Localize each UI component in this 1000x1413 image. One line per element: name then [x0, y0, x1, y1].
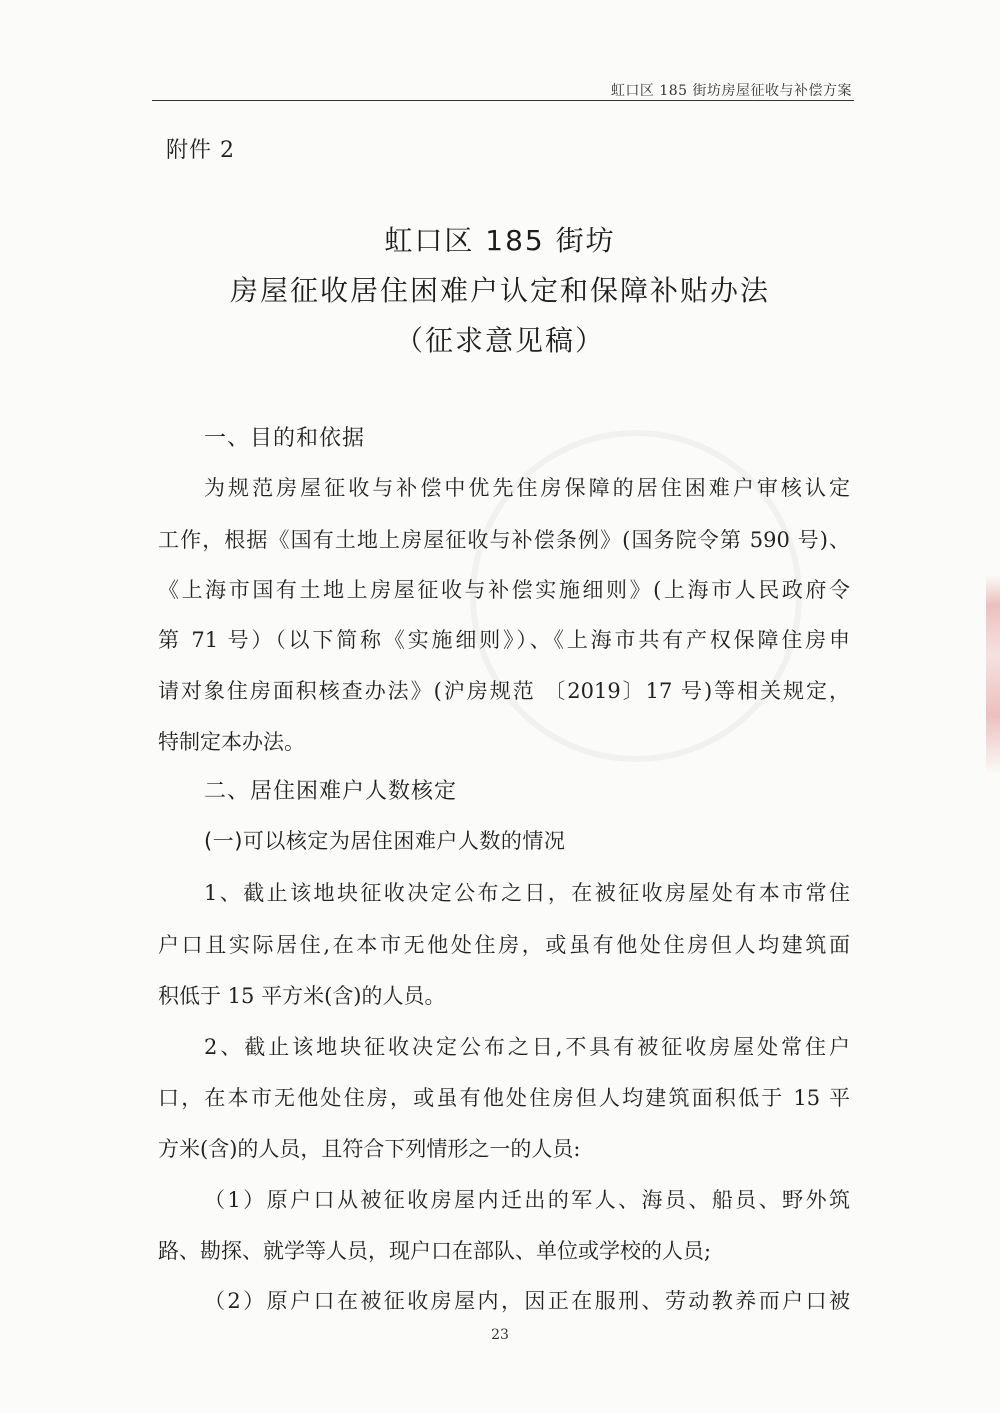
paragraph-line: 《上海市国有土地上房屋征收与补偿实施细则》(上海市人民政府令 — [158, 578, 850, 602]
title-line-2: 房屋征收居住困难户认定和保障补贴办法 — [229, 274, 770, 307]
title-line-1: 虹口区 185 街坊 — [384, 224, 616, 257]
paragraph-line: 路、勘探、就学等人员，现户口在部队、单位或学校的人员; — [158, 1239, 712, 1263]
title-line-3: （征求意见稿） — [394, 324, 605, 357]
paragraph-line: （1）原户口从被征收房屋内迁出的军人、海员、船员、野外筑 — [204, 1188, 850, 1212]
paragraph-line: 请对象住房面积核查办法》(沪房规范 〔2019〕17 号)等相关规定， — [158, 679, 850, 703]
paragraph-line: 特制定本办法。 — [158, 730, 305, 754]
subsection-heading: (一)可以核定为居住困难户人数的情况 — [204, 829, 566, 853]
section-heading-1: 一、目的和依据 — [204, 426, 366, 451]
seal-stamp-edge — [986, 575, 1000, 775]
header-divider — [152, 100, 854, 101]
paragraph-line: 1、截止该地块征收决定公布之日，在被征收房屋处有本市常住 — [204, 881, 850, 905]
page-number: 23 — [491, 1327, 509, 1343]
paragraph-line: 户口且实际居住,在本市无他处住房，或虽有他处住房但人均建筑面 — [158, 933, 850, 957]
running-header: 虹口区 185 街坊房屋征收与补偿方案 — [610, 83, 852, 99]
paragraph-line: （2）原户口在被征收房屋内，因正在服刑、劳动教养而户口被 — [204, 1289, 850, 1313]
section-heading-2: 二、居住困难户人数核定 — [204, 779, 458, 804]
paragraph-line: 口，在本市无他处住房，或虽有他处住房但人均建筑面积低于 15 平 — [158, 1086, 850, 1110]
paragraph-line: 第 71 号）（以下简称《实施细则》）、《上海市共有产权保障住房申 — [158, 628, 850, 652]
paragraph-line: 工作，根据《国有土地上房屋征收与补偿条例》(国务院令第 590 号)、 — [158, 528, 850, 552]
paragraph-line: 2、截止该地块征收决定公布之日,不具有被征收房屋处常住户 — [204, 1035, 850, 1059]
paragraph-line: 为规范房屋征收与补偿中优先住房保障的居住困难户审核认定 — [204, 476, 850, 500]
paragraph-line: 方米(含)的人员，且符合下列情形之一的人员: — [158, 1137, 581, 1161]
document-title — [0, 216, 1000, 366]
paragraph-line: 积低于 15 平方米(含)的人员。 — [158, 984, 446, 1008]
attachment-label: 附件 2 — [166, 138, 235, 163]
